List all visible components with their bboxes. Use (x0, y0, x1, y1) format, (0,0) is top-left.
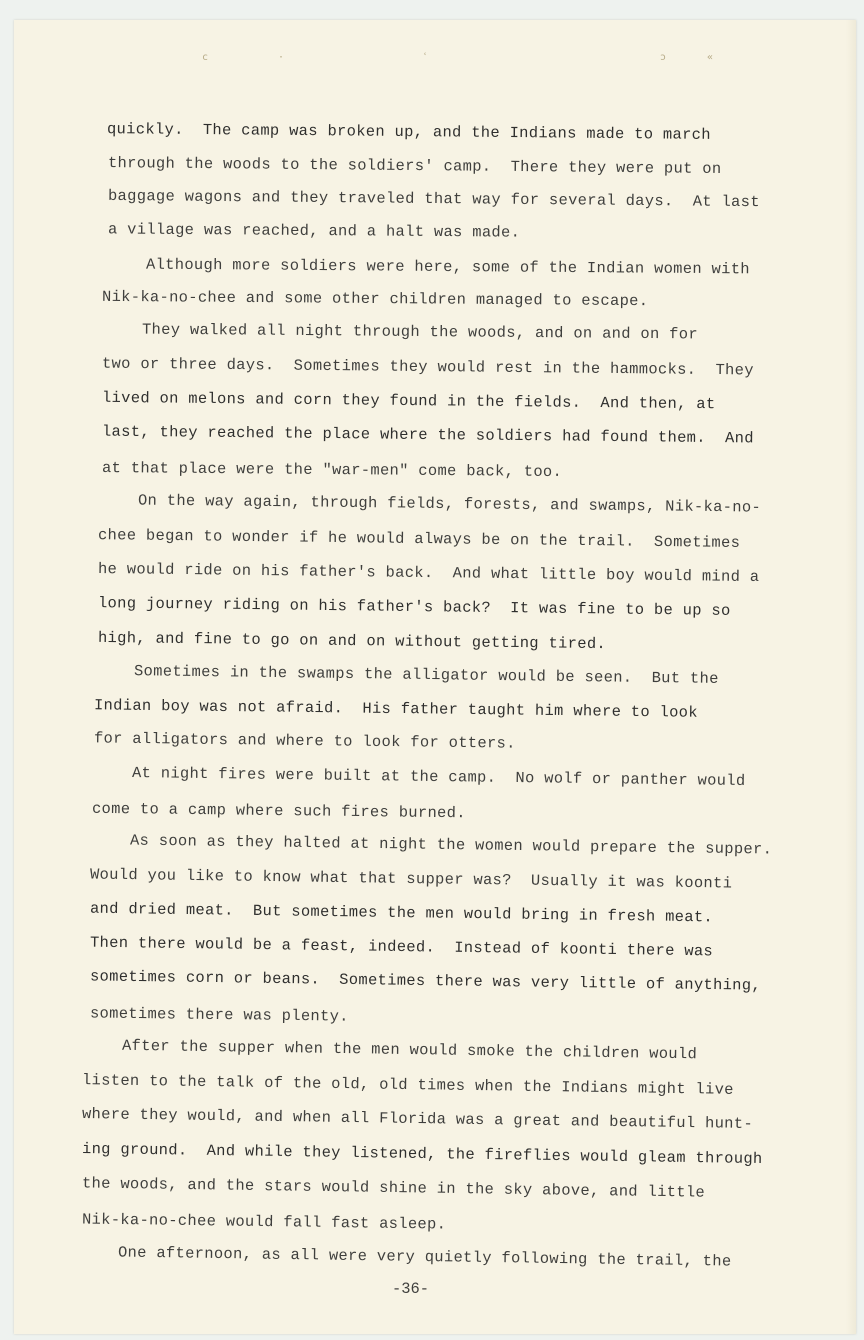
text-line: Would you like to know what that supper was? Usually it was koonti (89, 865, 733, 893)
text-line: Nik-ka-no-chee and some other children managed to escape. (101, 287, 649, 311)
text-line: two or three days. Sometimes they would rest in the hammocks. They (101, 354, 754, 380)
text-line: last, they reached the place where the soldiers had found them. And (101, 422, 754, 448)
text-line: sometimes corn or beans. Sometimes there was very little of anything, (89, 967, 762, 995)
page-number: -36- (392, 1280, 429, 1298)
text-line: a village was reached, and a halt was made. (107, 220, 521, 242)
text-line: At night fires were built at the camp. No wolf or panther would (131, 763, 746, 791)
text-line: baggage wagons and they traveled that way for several days. At last (107, 186, 760, 212)
text-line: One afternoon, as all were very quietly following the trail, the (117, 1243, 732, 1271)
top-mark: ʿ (422, 52, 429, 63)
text-line: On the way again, through fields, forests, and swamps, Nik-ka-no- (137, 491, 762, 517)
text-line: lived on melons and corn they found in the fields. And then, at (101, 388, 716, 414)
text-line: high, and fine to go on and on without getting tired. (97, 628, 607, 654)
top-mark: « (707, 52, 714, 63)
text-line: Indian boy was not afraid. His father taught him where to look (93, 696, 699, 722)
text-line: Nik-ka-no-chee would fall fast asleep. (81, 1210, 447, 1234)
text-line: They walked all night through the woods, and on and on for (141, 320, 699, 344)
body-text (14, 20, 856, 1271)
top-mark: ɔ (660, 52, 667, 63)
text-line: chee began to wonder if he would always be on the trail. Sometimes (97, 526, 741, 552)
top-mark: c (202, 52, 209, 63)
text-line: he would ride on his father's back. And what little boy would mind a (97, 559, 760, 587)
text-line: the woods, and the stars would shine in the sky above, and little (81, 1174, 706, 1202)
text-line: for alligators and where to look for otters. (93, 729, 516, 753)
text-line: quickly. The camp was broken up, and the Indians made to march (106, 120, 711, 144)
text-line: at that place were the "war-men" come back, too. (101, 458, 563, 482)
text-line: ing ground. And while they listened, the fireflies would gleam through (81, 1139, 763, 1169)
text-line: Sometimes in the swamps the alligator would be seen. But the (133, 662, 719, 688)
typewritten-page (14, 20, 856, 1334)
text-line: listen to the talk of the old, old times when the Indians might live (81, 1071, 734, 1099)
text-line: where they would, and when all Florida was a great and beautiful hunt- (81, 1105, 754, 1133)
text-line: sometimes there was plenty. (89, 1004, 349, 1026)
text-line: Then there would be a feast, indeed. Instead of koonti there was (89, 933, 714, 961)
text-line: After the supper when the men would smoke the children would (121, 1036, 698, 1064)
text-line: Although more soldiers were here, some of the Indian women with (145, 255, 750, 279)
text-line: long journey riding on his father's back? It was fine to be up so (97, 594, 731, 620)
text-line: come to a camp where such fires burned. (91, 799, 466, 823)
top-mark: · (278, 52, 285, 63)
text-line: As soon as they halted at night the women would prepare the supper. (129, 831, 773, 859)
text-line: through the woods to the soldiers' camp. There they were put on (107, 154, 722, 178)
text-line: and dried meat. But sometimes the men would bring in fresh meat. (89, 899, 714, 927)
